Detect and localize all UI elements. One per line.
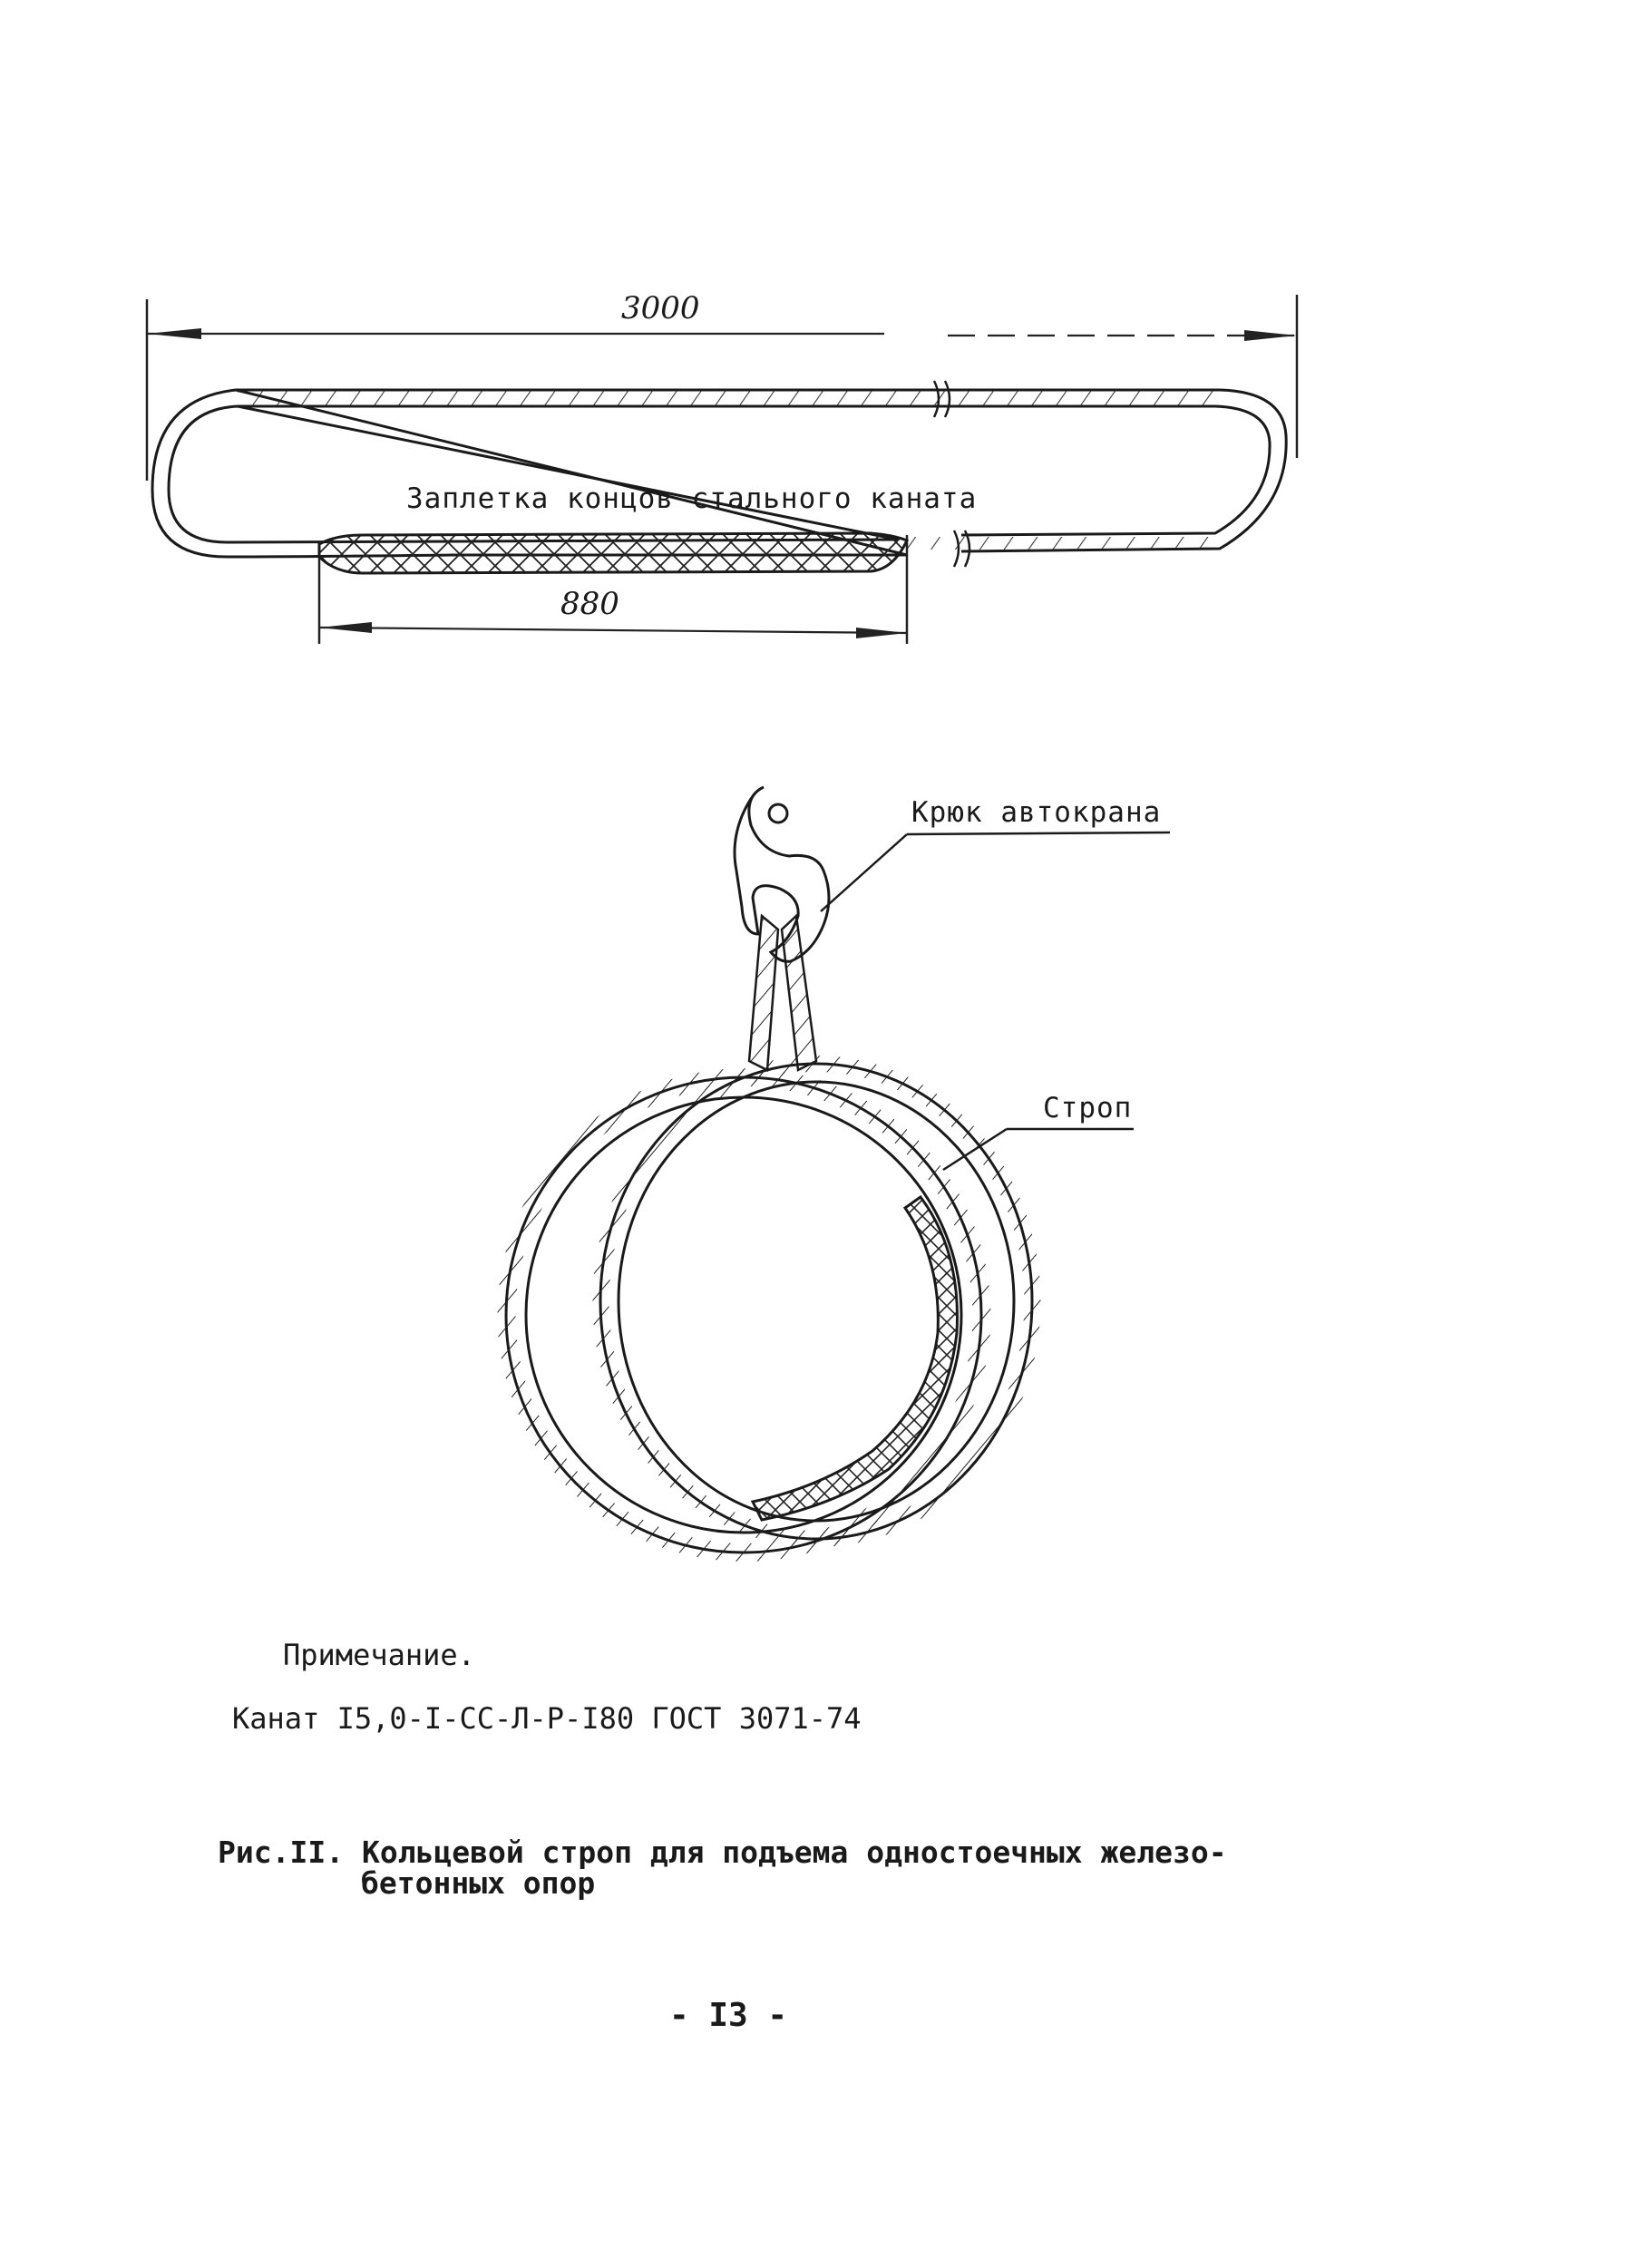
- sling-ring-right: [600, 1064, 1033, 1539]
- page-number: - I3 -: [669, 1997, 788, 2034]
- caption-line-2: бетонных опор: [361, 1865, 596, 1901]
- dimension-3000-label: 3000: [621, 290, 700, 326]
- note-text: Канат I5,0-I-СС-Л-Р-I80 ГОСТ 3071-74: [232, 1701, 862, 1736]
- splice-label: Заплетка концов стального каната: [406, 482, 978, 515]
- dimension-880-label: 880: [560, 586, 619, 622]
- figure-number: Рис.II.: [218, 1835, 345, 1870]
- caption-line-2-block: [361, 1865, 596, 1901]
- sling-ring-left: [506, 1077, 982, 1553]
- caption-line-1: Кольцевой строп для подъема одностоечных железо-: [361, 1835, 1227, 1870]
- hook-label: Крюк автокрана: [911, 796, 1162, 829]
- figure-caption: [218, 1837, 1227, 1868]
- hook-leader-line: [821, 834, 907, 911]
- sling-label: Строп: [1043, 1092, 1133, 1124]
- note-title: Примечание.: [283, 1638, 475, 1672]
